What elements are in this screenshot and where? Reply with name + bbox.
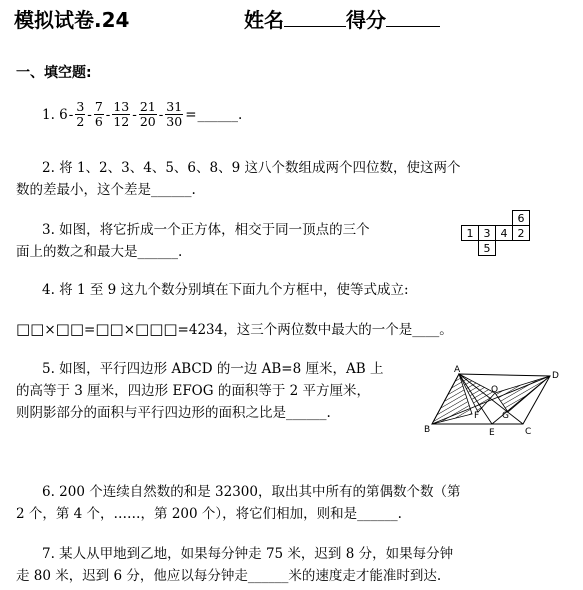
q1-fraction: $\frac{7}{6}$ bbox=[94, 99, 103, 129]
net-face-bottom: 5 bbox=[483, 242, 491, 255]
question-2-line-2: 数的差最小，这个差是______. bbox=[16, 182, 196, 198]
net-face-top: 6 bbox=[517, 212, 525, 225]
times-sign: × bbox=[123, 322, 136, 338]
net-face: 4 bbox=[500, 227, 508, 240]
q1-op: - bbox=[87, 106, 92, 123]
q1-fraction: $\frac{31}{30}$ bbox=[166, 99, 183, 129]
q1-op: - bbox=[158, 106, 164, 123]
answer-boxes: □□ bbox=[55, 320, 85, 338]
q4-tail: =4234，这三个两位数中最大的一个是____。 bbox=[177, 322, 453, 338]
question-1 bbox=[42, 100, 242, 129]
question-5-line-3: 则阴影部分的面积与平行四边形的面积之比是______. bbox=[16, 405, 331, 421]
label-b: B bbox=[424, 425, 431, 435]
q1-answer-blank: ______. bbox=[197, 106, 243, 123]
q1-fraction: $\frac{13}{12}$ bbox=[113, 99, 130, 129]
equals-sign: = bbox=[84, 322, 96, 338]
times-sign: × bbox=[44, 322, 56, 338]
question-4-equation bbox=[16, 318, 453, 341]
question-5-line-2: 的高等于 3 厘米，四边形 EFOG 的面积等于 2 平方厘米， bbox=[16, 383, 370, 399]
name-label: 姓名 bbox=[244, 8, 284, 32]
q1-fraction: $\frac{3}{2}$ bbox=[76, 99, 85, 129]
label-d: D bbox=[552, 371, 559, 381]
parallelogram-figure bbox=[416, 362, 566, 442]
student-info bbox=[244, 4, 440, 33]
q1-fraction: $\frac{21}{20}$ bbox=[139, 99, 156, 129]
q1-prefix: 1. 6 bbox=[42, 106, 68, 123]
question-7-line-2: 走 80 米，迟到 6 分，他应以每分钟走______米的速度走才能准时到达. bbox=[16, 568, 442, 584]
question-6-line-2: 2 个，第 4 个，……，第 200 个），将它们相加，则和是______. bbox=[16, 506, 402, 522]
q1-op: - bbox=[132, 106, 137, 123]
question-6-line-1: 6. 200 个连续自然数的和是 32300，取出其中所有的第偶数个数（第 bbox=[42, 484, 461, 500]
question-4-line-1: 4. 将 1 至 9 这九个数分别填在下面九个方框中，使等式成立: bbox=[42, 282, 409, 298]
section-title: 一、填空题: bbox=[16, 65, 92, 81]
q1-op: - bbox=[105, 106, 111, 123]
question-2-line-1: 2. 将 1、2、3、4、5、6、8、9 这八个数组成两个四位数，使这两个 bbox=[42, 160, 461, 176]
label-o: O bbox=[491, 385, 499, 395]
q1-equals: = bbox=[185, 106, 197, 123]
shaded-region bbox=[495, 376, 550, 412]
label-c: C bbox=[525, 427, 532, 437]
answer-boxes: □□ bbox=[16, 320, 45, 338]
question-3-line-1: 3. 如图，将它折成一个正方体，相交于同一顶点的三个 bbox=[42, 222, 370, 238]
question-7-line-1: 7. 某人从甲地到乙地，如果每分钟走 75 米，迟到 8 分，如果每分钟 bbox=[42, 546, 454, 562]
score-label: 得分 bbox=[346, 8, 386, 32]
label-g: G bbox=[502, 411, 509, 421]
question-5-line-1: 5. 如图，平行四边形 ABCD 的一边 AB=8 厘米，AB 上 bbox=[42, 361, 384, 377]
cube-net-figure bbox=[456, 208, 532, 264]
page-title: 模拟试卷.24 bbox=[14, 8, 130, 32]
net-face: 1 bbox=[466, 227, 474, 240]
question-3-line-2: 面上的数之和最大是______. bbox=[16, 244, 183, 260]
net-face: 3 bbox=[483, 227, 491, 240]
q1-op: - bbox=[68, 106, 74, 123]
net-face: 2 bbox=[517, 227, 525, 240]
label-f: F bbox=[474, 411, 480, 421]
score-blank bbox=[386, 26, 440, 27]
label-a: A bbox=[454, 365, 461, 375]
answer-boxes: □□□ bbox=[135, 320, 178, 338]
answer-boxes: □□ bbox=[95, 320, 124, 338]
label-e: E bbox=[489, 428, 495, 438]
name-blank bbox=[284, 26, 346, 27]
